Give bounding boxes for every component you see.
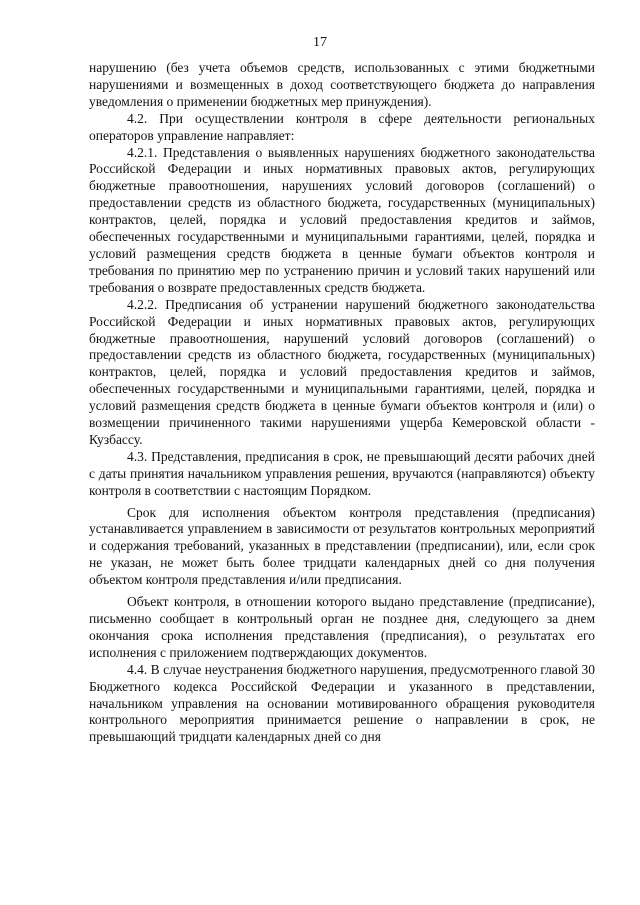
paragraph-4-2-2: 4.2.2. Предписания об устранении нарушений бюджетного законодательства Российской Федерации и иных нормативных правовых актов, регулирующих бюджетные правоотношения, нарушений условий договоров (соглашений) о предоставлении средств из областного бюджета, государственных (муниципальных) контрактов, целей, порядка и условий предоставления кредитов и займов, обеспеченных государственными и муниципальными гарантиями, целей, порядка и условий размещения средств бюджета в ценные бумаги объектов контроля и (или) о возмещении причиненного такими нарушениями ущерба Кемеровской области - Кузбассу.	[89, 296, 595, 447]
paragraph-4-3: 4.3. Представления, предписания в срок, не превышающий десяти рабочих дней с даты принятия начальником управления решения, вручаются (направляются) объекту контроля в соответствии с настоящим Порядком.	[89, 448, 595, 498]
paragraph-4-4: 4.4. В случае неустранения бюджетного нарушения, предусмотренного главой 30 Бюджетного кодекса Российской Федерации и указанного в представлении, начальником управления на основании мотивированного обращения руководителя контрольного мероприятия принимается решение о направлении в срок, не превышающий тридцати календарных дней со дня	[89, 661, 595, 745]
paragraph-4-2: 4.2. При осуществлении контроля в сфере деятельности региональных операторов управление направляет:	[89, 110, 595, 143]
paragraph-4-2-1: 4.2.1. Представления о выявленных нарушениях бюджетного законодательства Российской Федерации и иных нормативных правовых актов, регулирующих бюджетные правоотношения, нарушениях условий договоров (соглашений) о предоставлении средств из областного бюджета, государственных (муниципальных) контрактов, целей, порядка и условий предоставления кредитов и займов, обеспеченных государственными и муниципальными гарантиями, целей, порядка и условий размещения средств бюджета в ценные бумаги объектов контроля и требования по принятию мер по устранению причин и условий таких нарушений или требования о возврате предоставленных средств бюджета.	[89, 144, 595, 295]
document-body	[89, 60, 595, 746]
page-number: 17	[313, 35, 327, 50]
paragraph-report: Объект контроля, в отношении которого выдано представление (предписание), письменно сообщает в контрольный орган не позднее дня, следующего за днем окончания срока исполнения представления (предписания), о результатах его исполнения с приложением подтверждающих документов.	[89, 594, 595, 660]
paragraph-continuation: нарушению (без учета объемов средств, использованных с этими бюджетными нарушениями и возмещенных в доход соответствующего бюджета до направления уведомления о применении бюджетных мер принуждения).	[89, 60, 595, 109]
paragraph-deadline: Срок для исполнения объектом контроля представления (предписания) устанавливается управлением в зависимости от результатов контрольных мероприятий и содержания требований, указанных в представлении (предписании), или, если срок не указан, не может быть более тридцати календарных дней со дня получения объектом контроля представления и/или предписания.	[89, 504, 595, 588]
